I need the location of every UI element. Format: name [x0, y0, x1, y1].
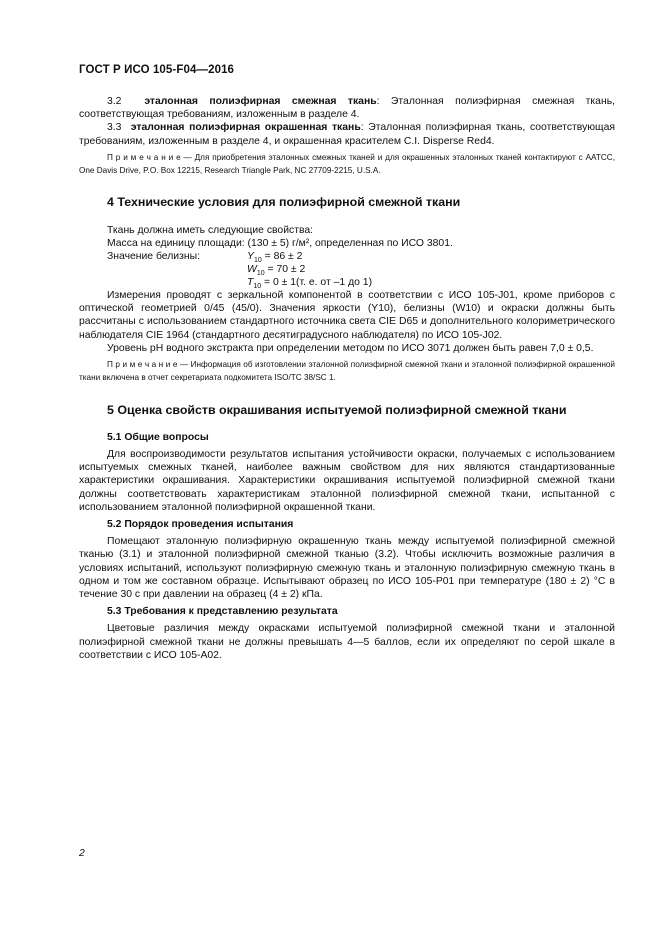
subsection-5-2-title: 5.2 Порядок проведения испытания — [107, 519, 294, 531]
defined-term: эталонная полиэфирная смежная ткань — [144, 96, 377, 107]
definition-3-2 — [79, 95, 615, 121]
clause-number: 3.2 — [107, 96, 122, 107]
ph-paragraph: Уровень pH водного экстракта при определении методом по ИСО 3071 должен быть равен 7,0 ± 0,5. — [107, 342, 594, 354]
definition-3-3 — [79, 121, 615, 147]
document-body — [79, 95, 615, 662]
mass-requirement: Масса на единицу площади: (130 ± 5) г/м², определенная по ИСО 3801. — [107, 237, 453, 249]
subsection-5-3-text: Цветовые различия между окрасками испытуемой полиэфирной смежной ткани и эталонной полиэфирной смежной ткани не должны превышать 4—5 баллов, если их определяют по серой шкале в соответствии с ИСО 105-A02. — [79, 623, 615, 661]
page-number: 2 — [79, 848, 85, 859]
whiteness-row-t — [107, 276, 615, 289]
measurement-paragraph: Измерения проводят с зеркальной компонентой в соответствии с ИСО 105-J01, кроме приборов с оптической геометрией 0/45 (45/0). Значения яркости (Y10), белизны (W10) и окраски должны быть рассчитаны с использованием стандартного источника света CIE D65 и дополнительного колориметрического наблюдателя CIE 1964 (стандартного десятиградусного наблюдателя) по ИСО 105-J02. — [79, 290, 615, 341]
brightness-value: $Y_{10} = 86 \pm 2$ — [247, 251, 303, 265]
whiteness-row-y — [107, 250, 615, 263]
section-4-intro: Ткань должна иметь следующие свойства: — [107, 224, 314, 236]
tint-value: $T_{10} = 0 \pm 1(т$. е. от –1 до 1) — [247, 277, 373, 291]
whiteness-value: $W_{10} = 70 \pm 2$ — [247, 264, 306, 278]
whiteness-row-w — [107, 263, 615, 276]
subsection-5-2-text: Помещают эталонную полиэфирную окрашенную ткань между испытуемой полиэфирной смежной тканью (3.1) и эталонной полиэфирной смежной тканью (3.2). Чтобы исключить возможные различия в условиях испытаний, используют полиэфирную смежную ткань и эталонную полиэфирную смежную ткань в одном и том же составном образце. Испытывают образец по ИСО 105-P01 при температуре (180 ± 2) °С в течение 30 с при давлении на образец (4 ± 2) кПа. — [79, 536, 615, 601]
subsection-5-3-title: 5.3 Требования к представлению результата — [107, 606, 338, 618]
note-manufacture: П р и м е ч а н и е — Информация об изготовлении эталонной полиэфирной смежной ткани и эталонной полиэфирной окрашенной ткани включена в отчет секретариата подкомитета ISO/TC 38/SC 1. — [79, 360, 615, 382]
note-suppliers: П р и м е ч а н и е — Для приобретения эталонных смежных тканей и для окрашенных эталонных тканей контактируют с AATCC, One Davis Drive, P.O. Box 12215, Research Triangle Park, NC 27709-2215, U.S.A. — [79, 152, 615, 175]
defined-term: эталонная полиэфирная окрашенная ткань — [130, 122, 361, 134]
definition-text: : Эталонная полиэфирная смежная ткань, соответствующая требованиям, изложенным в разделе 4. — [79, 96, 616, 121]
whiteness-label: Значение белизны: — [107, 251, 200, 263]
subsection-5-1-text: Для воспроизводимости результатов испытания устойчивости окраски, получаемых с использованием испытуемых смежных тканей, наиболее важным свойством для них являются стандартизованные характеристики окрашивания. Характеристики окрашивания испытуемой полиэфирной смежной ткани должны соответствовать характеристикам эталонной полиэфирной смежной ткани, испытанной с использованием эталонной полиэфирной окрашенной ткани. — [79, 449, 615, 513]
section-4-heading: 4 Технические условия для полиэфирной смежной ткани — [107, 195, 461, 210]
clause-number: 3.3 — [107, 122, 122, 134]
section-5-heading: 5 Оценка свойств окрашивания испытуемой полиэфирной смежной ткани — [107, 402, 567, 417]
subsection-5-1-title: 5.1 Общие вопросы — [107, 431, 209, 443]
definition-text: : Эталонная полиэфирная ткань, соответствующая требованиям, изложенным в разделе 4, и окрашенная красителем C.I. Disperse Red4. — [79, 122, 616, 147]
standard-header: ГОСТ Р ИСО 105-F04—2016 — [79, 64, 235, 76]
